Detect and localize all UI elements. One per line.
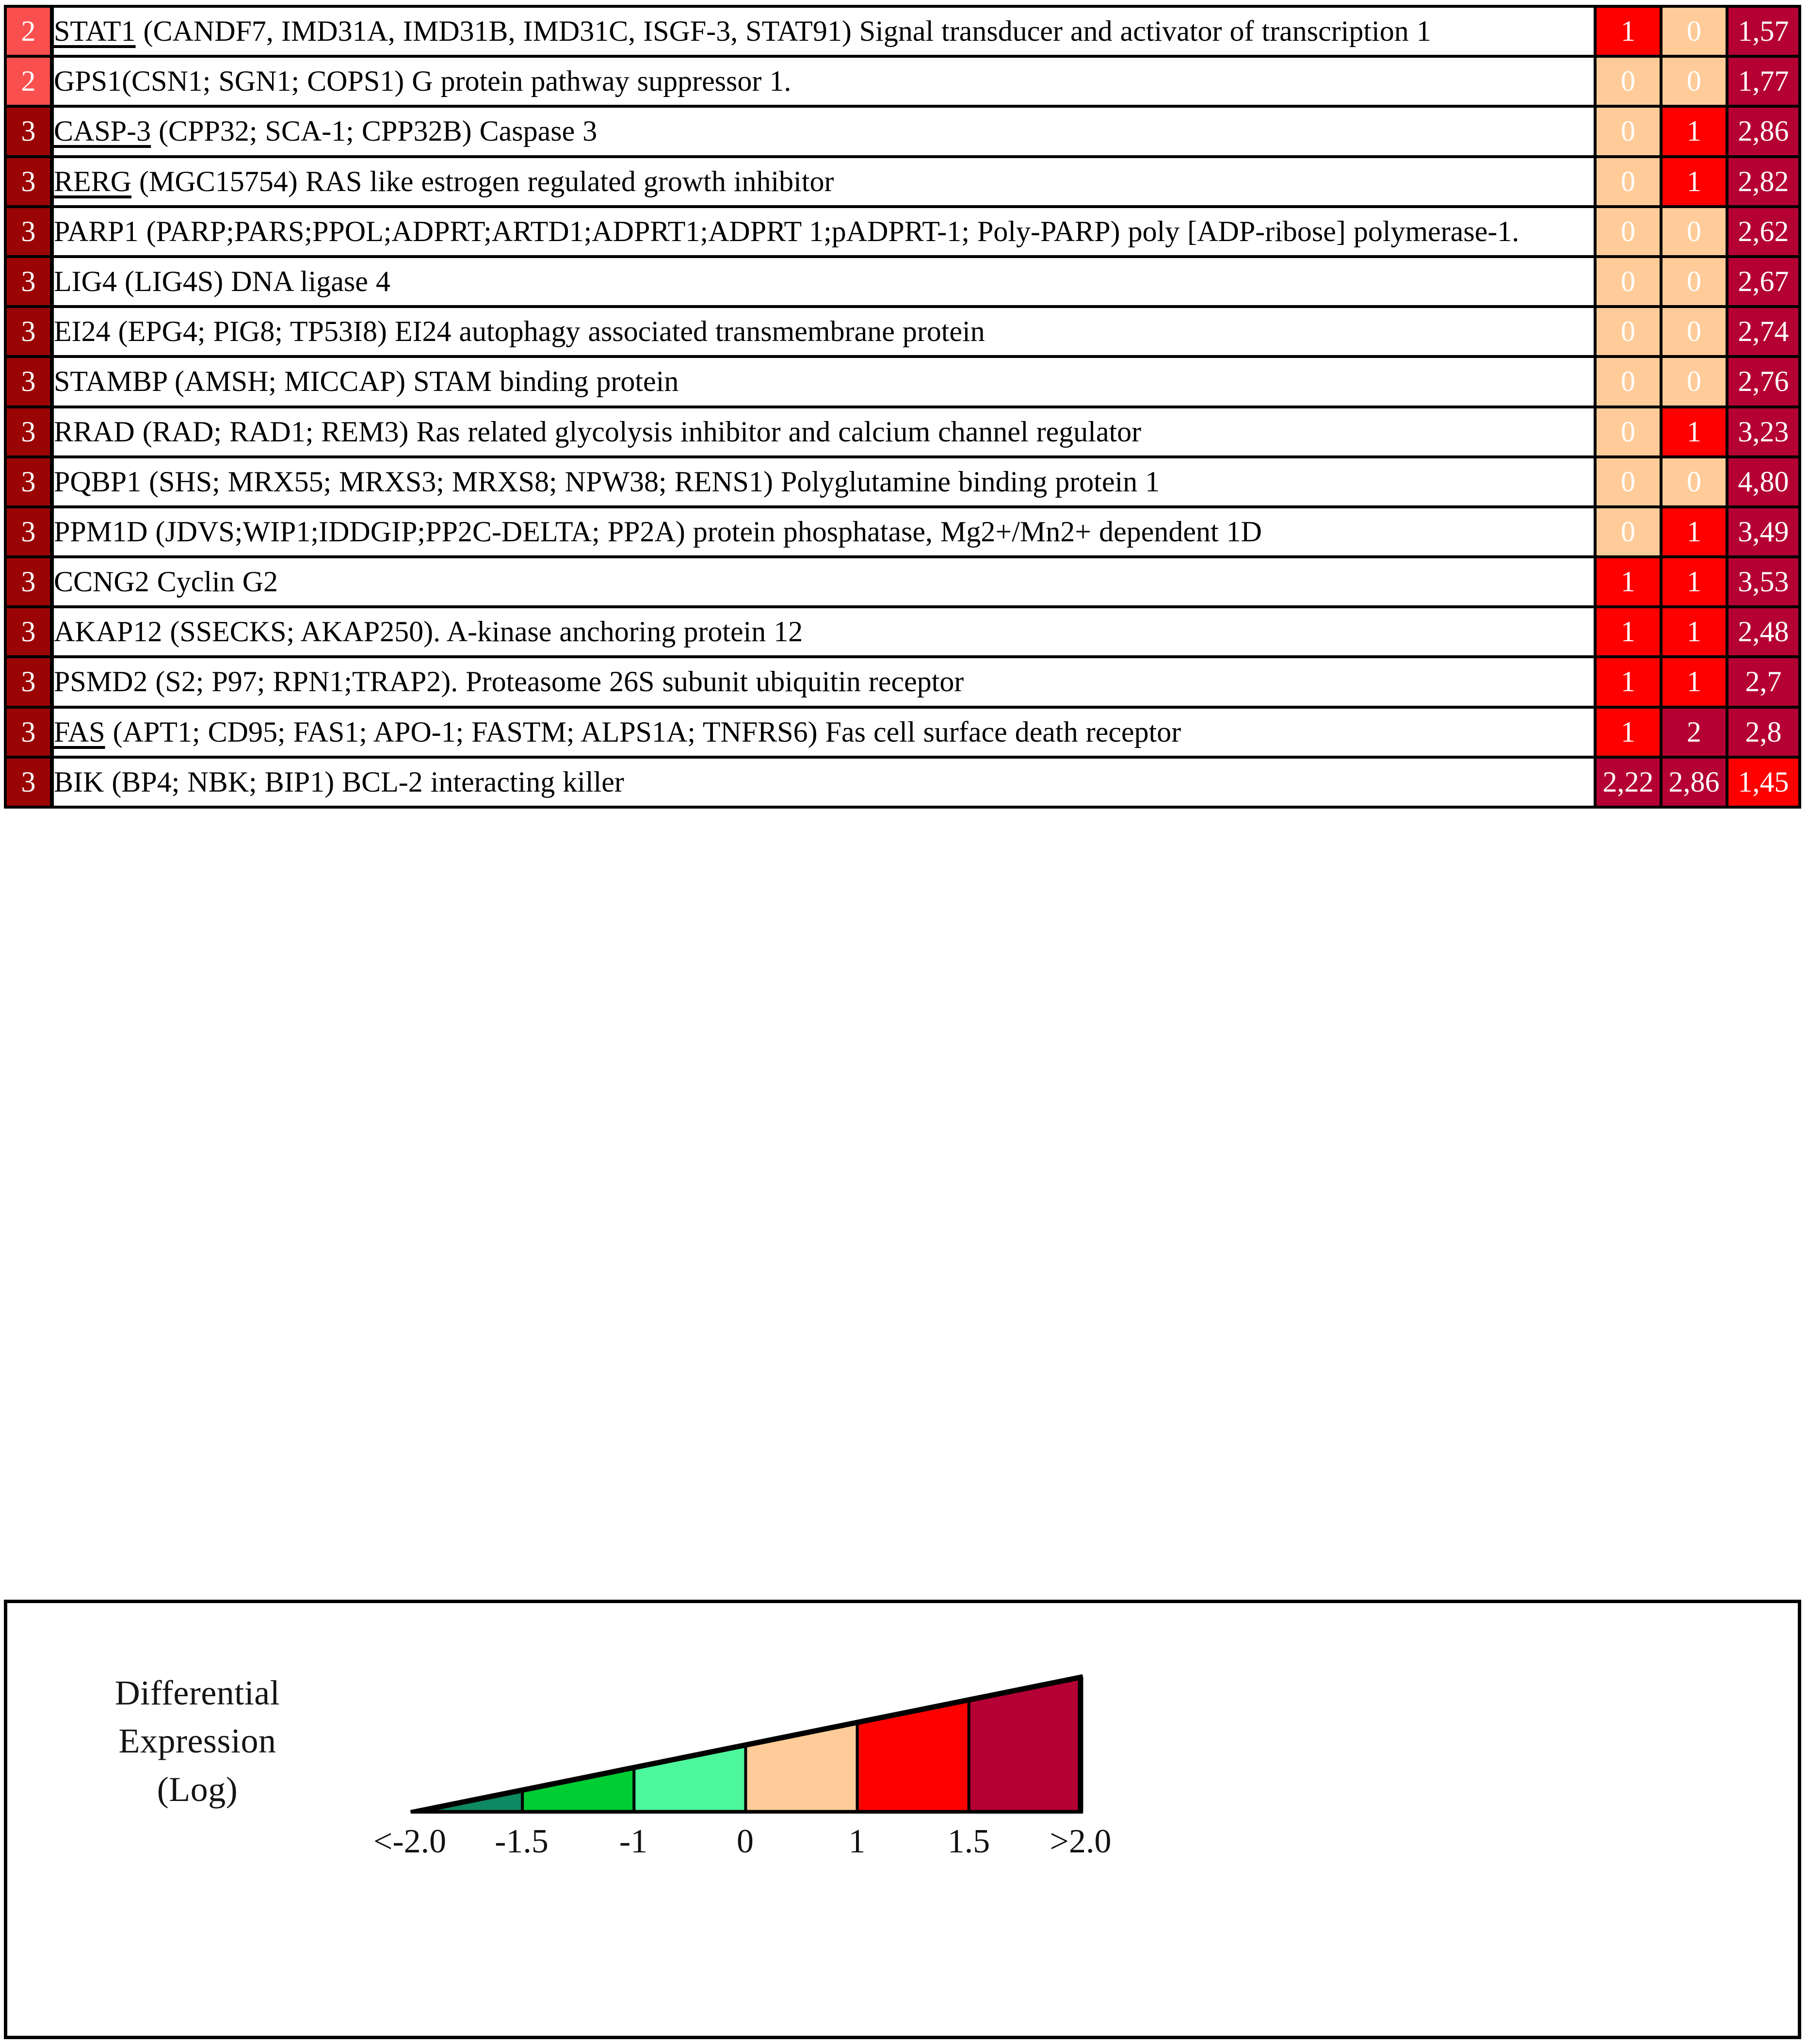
value-cell-2: 1 [1661,557,1727,607]
score-cell: 3 [5,407,52,457]
value-cell-3: 2,86 [1727,106,1800,156]
value-cell-2: 0 [1661,457,1727,507]
value-cell-2: 1 [1661,157,1727,207]
value-cell-1: 1 [1595,707,1661,757]
gene-description-cell [52,507,1595,557]
colorbar-tick-labels [313,1822,1186,1871]
score-cell: 3 [5,757,52,807]
legend-title-line: (Log) [157,1769,238,1809]
colorbar-tick-label: -1 [619,1823,648,1860]
value-cell-3: 2,8 [1727,707,1800,757]
table-row [5,357,1800,406]
gene-description-text: PPM1D (JDVS;WIP1;IDDGIP;PP2C-DELTA; PP2A) protein phosphatase, Mg2+/Mn2+ dependent 1D [54,515,1262,548]
gene-symbol: FAS [54,715,105,748]
gene-description-text: CCNG2 Cyclin G2 [54,566,278,598]
value-cell-3: 1,57 [1727,6,1800,56]
score-cell: 3 [5,207,52,257]
value-cell-3: 3,23 [1727,407,1800,457]
table-row [5,307,1800,357]
value-cell-2: 1 [1661,607,1727,657]
value-cell-3: 2,74 [1727,307,1800,357]
score-cell: 2 [5,56,52,106]
gene-description-text: STAMBP (AMSH; MICCAP) STAM binding protein [54,365,679,398]
score-cell: 3 [5,357,52,406]
gene-description-cell [52,607,1595,657]
value-cell-1: 0 [1595,157,1661,207]
differential-expression-colorbar [410,1673,1084,1814]
colorbar-tick-label: 1 [848,1823,866,1860]
value-cell-1: 0 [1595,307,1661,357]
value-cell-1: 1 [1595,557,1661,607]
legend-title [62,1669,333,1814]
value-cell-2: 0 [1661,56,1727,106]
value-cell-1: 0 [1595,507,1661,557]
table-row [5,507,1800,557]
value-cell-2: 1 [1661,657,1727,707]
value-cell-1: 0 [1595,357,1661,406]
score-cell: 3 [5,457,52,507]
gene-description-text: (CANDF7, IMD31A, IMD31B, IMD31C, ISGF-3, STAT91) Signal transducer and activator of transcription 1 [135,15,1431,47]
colorbar-tick-label: 0 [737,1823,754,1860]
value-cell-3: 2,48 [1727,607,1800,657]
value-cell-1: 1 [1595,6,1661,56]
gene-description-cell [52,56,1595,106]
value-cell-3: 2,82 [1727,157,1800,207]
table-row [5,207,1800,257]
gene-symbol: STAT1 [54,15,136,47]
gene-description-cell [52,407,1595,457]
gene-description-text: (MGC15754) RAS like estrogen regulated growth inhibitor [131,165,834,197]
score-cell: 3 [5,507,52,557]
value-cell-2: 1 [1661,507,1727,557]
gene-description-text: (CPP32; SCA-1; CPP32B) Caspase 3 [151,115,597,147]
colorbar-band [522,1768,634,1813]
value-cell-3: 2,76 [1727,357,1800,406]
gene-description-cell [52,557,1595,607]
gene-expression-table [4,5,1801,809]
gene-description-cell [52,757,1595,807]
value-cell-2: 0 [1661,257,1727,307]
gene-description-text: PQBP1 (SHS; MRX55; MRXS3; MRXS8; NPW38; RENS1) Polyglutamine binding protein 1 [54,465,1160,498]
legend-title-line: Differential [114,1673,280,1712]
value-cell-1: 0 [1595,207,1661,257]
gene-description-cell [52,357,1595,406]
value-cell-1: 1 [1595,607,1661,657]
value-cell-2: 0 [1661,357,1727,406]
value-cell-1: 0 [1595,106,1661,156]
value-cell-2: 1 [1661,407,1727,457]
gene-description-text: PSMD2 (S2; P97; RPN1;TRAP2). Proteasome 26S subunit ubiquitin receptor [54,665,964,698]
gene-description-cell [52,707,1595,757]
gene-description-cell [52,6,1595,56]
gene-description-text: RRAD (RAD; RAD1; REM3) Ras related glycolysis inhibitor and calcium channel regulator [54,415,1142,448]
score-cell: 3 [5,557,52,607]
gene-description-cell [52,657,1595,707]
value-cell-2: 0 [1661,207,1727,257]
value-cell-2: 0 [1661,307,1727,357]
gene-description-text: AKAP12 (SSECKS; AKAP250). A-kinase anchoring protein 12 [54,616,803,648]
value-cell-3: 1,77 [1727,56,1800,106]
table-row [5,56,1800,106]
gene-description-text: GPS1(CSN1; SGN1; COPS1) G protein pathway suppressor 1. [54,65,791,97]
score-cell: 3 [5,707,52,757]
value-cell-3: 2,7 [1727,657,1800,707]
gene-description-cell [52,207,1595,257]
value-cell-2: 0 [1661,6,1727,56]
score-cell: 3 [5,257,52,307]
gene-description-cell [52,307,1595,357]
colorbar-tick-label: <-2.0 [373,1823,447,1860]
value-cell-3: 3,49 [1727,507,1800,557]
value-cell-1: 0 [1595,257,1661,307]
gene-description-text: LIG4 (LIG4S) DNA ligase 4 [54,265,390,297]
gene-description-cell [52,257,1595,307]
gene-description-cell [52,457,1595,507]
value-cell-3: 1,45 [1727,757,1800,807]
value-cell-1: 0 [1595,56,1661,106]
gene-description-text: PARP1 (PARP;PARS;PPOL;ADPRT;ARTD1;ADPRT1;ADPRT 1;pADPRT-1; Poly-PARP) poly [ADP-ribose] polymerase-1. [54,215,1519,247]
colorbar-tick-label: >2.0 [1049,1823,1112,1860]
table-row [5,557,1800,607]
gene-description-cell [52,157,1595,207]
value-cell-3: 2,67 [1727,257,1800,307]
table-row [5,6,1800,56]
score-cell: 3 [5,307,52,357]
table-row [5,157,1800,207]
value-cell-1: 0 [1595,457,1661,507]
value-cell-2: 1 [1661,106,1727,156]
score-cell: 2 [5,6,52,56]
colorbar-tick-label: -1.5 [495,1823,549,1860]
table-row [5,257,1800,307]
score-cell: 3 [5,607,52,657]
value-cell-3: 3,53 [1727,557,1800,607]
table-row [5,607,1800,657]
value-cell-2: 2 [1661,707,1727,757]
table-row [5,707,1800,757]
legend-title-line: Expression [118,1721,276,1761]
table-body [5,6,1800,807]
table-row [5,657,1800,707]
gene-symbol: CASP-3 [54,115,151,147]
gene-description-text: (APT1; CD95; FAS1; APO-1; FASTM; ALPS1A; TNFRS6) Fas cell surface death receptor [105,715,1181,748]
table-row [5,106,1800,156]
score-cell: 3 [5,106,52,156]
value-cell-1: 0 [1595,407,1661,457]
gene-description-cell [52,106,1595,156]
value-cell-3: 2,62 [1727,207,1800,257]
table-row [5,757,1800,807]
value-cell-1: 2,22 [1595,757,1661,807]
score-cell: 3 [5,657,52,707]
value-cell-1: 1 [1595,657,1661,707]
gene-symbol: RERG [54,165,132,197]
value-cell-3: 4,80 [1727,457,1800,507]
value-cell-2: 2,86 [1661,757,1727,807]
colorbar-tick-label: 1.5 [947,1823,990,1860]
legend-panel [4,1600,1801,2039]
gene-description-text: EI24 (EPG4; PIG8; TP53I8) EI24 autophagy associated transmembrane protein [54,315,985,348]
gene-description-text: BIK (BP4; NBK; BIP1) BCL-2 interacting killer [54,765,624,798]
table-row [5,407,1800,457]
table-row [5,457,1800,507]
score-cell: 3 [5,157,52,207]
